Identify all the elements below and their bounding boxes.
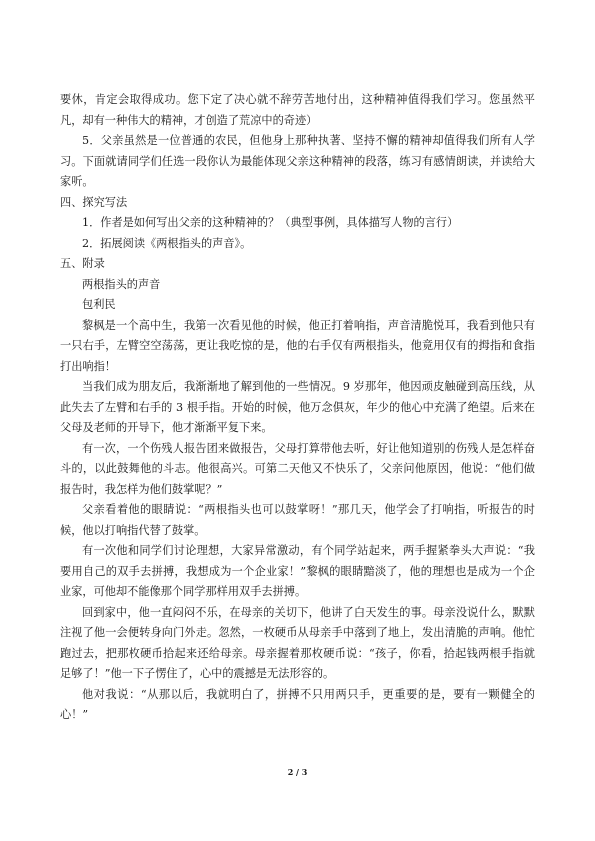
article-author: 包利民	[82, 298, 116, 311]
article-paragraph-6: 回到家中，他一直闷闷不乐，在母亲的关切下，他讲了白天发生的事。母亲没说什么，默默注视了他一会便转身向门外走。忽然，一枚硬币从母亲手中落到了地上，发出清脆的声响。他忙跑过去，把那枚硬币拾起来还给母亲。母亲握着那枚硬币说：“孩子，你看，拾起钱两根手指就足够了！”他一下子愣住了，心中的震撼是无法形容的。	[60, 605, 535, 680]
article-paragraph-1: 黎枫是一个高中生，我第一次看见他的时候，他正打着响指，声音清脆悦耳，我看到他只有一只右手，左臂空空荡荡，更让我吃惊的是，他的右手仅有两根指头，他竟用仅有的拇指和食指打出响指！	[60, 318, 535, 373]
document-body	[60, 90, 535, 726]
article-paragraph-2: 当我们成为朋友后，我渐渐地了解到他的一些情况。9 岁那年，他因顽皮触碰到高压线，从此失去了左臂和右手的 3 根手指。开始的时候，他万念俱灰，年少的他心中充满了绝望。后来在父母及老师的开导下，他才渐渐平复下来。	[60, 380, 535, 434]
item-5-paragraph: 5．父亲虽然是一位普通的农民，但他身上那种执著、坚持不懈的精神却值得我们所有人学习。下面就请同学们任选一段你认为最能体现父亲这种精神的段落，练习有感情朗读，并读给大家听。	[60, 134, 535, 188]
article-paragraph-5: 有一次他和同学们讨论理想，大家异常激动，有个同学站起来，两手握紧拳头大声说：“我要用自己的双手去拼搏，我想成为一个企业家！”黎枫的眼睛黯淡了，他的理想也是成为一个企业家，可他却不能像那个同学那样用双手去拼搏。	[60, 544, 535, 598]
paragraph-continuation: 要休，肯定会取得成功。您下定了决心就不辞劳苦地付出，这种精神值得我们学习。您虽然平凡，却有一种伟大的精神，才创造了荒凉中的奇迹）	[60, 93, 535, 127]
article-paragraph-3: 有一次，一个伤残人报告团来做报告，父母打算带他去听，好让他知道别的伤残人是怎样奋斗的，以此鼓舞他的斗志。他很高兴。可第二天他又不快乐了，父亲问他原因，他说：“他们做报告时，我怎样为他们鼓掌呢？”	[60, 441, 535, 496]
question-2: 2．拓展阅读《两根指头的声音》。	[82, 236, 252, 250]
article-paragraph-7: 他对我说：“从那以后，我就明白了，拼搏不只用两只手，更重要的是，要有一颗健全的心！”	[60, 687, 535, 721]
section-heading-appendix: 五、附录	[60, 257, 105, 270]
section-heading-explore-writing: 四、探究写法	[60, 195, 128, 209]
article-paragraph-4: 父亲看着他的眼睛说：“两根指头也可以鼓掌呀！”那几天，他学会了打响指，听报告的时候，他以打响指代替了鼓掌。	[60, 503, 535, 537]
page-number: 2 / 3	[287, 767, 308, 777]
question-1: 1．作者是如何写出父亲的这种精神的？（典型事例，具体描写人物的言行）	[82, 216, 459, 229]
article-title: 两根指头的声音	[82, 277, 161, 291]
